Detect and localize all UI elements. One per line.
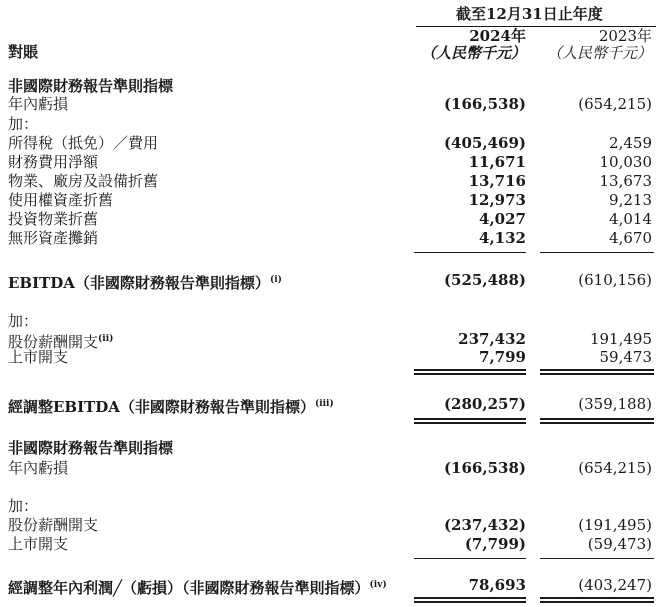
- year-2023-header: 2023年: [598, 27, 652, 45]
- section-title: 非國際財務報告準則指標: [8, 439, 174, 457]
- adjusted-ebitda-label: [8, 396, 334, 415]
- row-label: 財務費用淨額: [8, 153, 99, 171]
- subtotal-rule: [414, 558, 526, 559]
- share-compensation-2023: (191,495): [578, 516, 652, 534]
- double-rule: [540, 373, 654, 375]
- double-rule: [414, 418, 526, 420]
- section-title: 非國際財務報告準則指標: [8, 77, 174, 95]
- listing-expense-label: 上市開支: [8, 535, 69, 553]
- loss-2023: (654,215): [578, 459, 652, 477]
- row-2023: 4,014: [609, 210, 652, 228]
- ebitda-2023: (610,156): [578, 271, 652, 289]
- share-compensation-2024: (237,432): [443, 516, 526, 534]
- share-compensation-2023: 191,495: [589, 330, 652, 348]
- row-label: 無形資產攤銷: [8, 229, 99, 247]
- row-2023: 4,670: [609, 229, 652, 247]
- row-2024: 12,973: [468, 191, 526, 209]
- adjusted-profit-2024: 78,693: [468, 576, 526, 594]
- loss-2024: (166,538): [443, 459, 526, 477]
- double-rule: [414, 369, 526, 371]
- year-2024-header: 2024年: [469, 27, 526, 45]
- listing-expense-2023: 59,473: [599, 348, 652, 366]
- loss-label: 年內虧損: [8, 95, 69, 113]
- row-2023: 13,673: [599, 172, 652, 190]
- row-2024: 13,716: [468, 172, 526, 190]
- adjusted-ebitda-2024: (280,257): [443, 395, 526, 413]
- unit-2023-header: （人民幣千元）: [546, 44, 652, 62]
- row-2024: (405,469): [443, 134, 526, 152]
- double-rule: [540, 597, 654, 599]
- footnote-ref: (iii): [314, 399, 334, 409]
- double-rule: [414, 422, 526, 424]
- listing-expense-2024: 7,799: [479, 348, 526, 366]
- unit-2024-header: （人民幣千元）: [420, 44, 526, 62]
- adjusted-profit-label: [8, 577, 387, 596]
- adjusted-ebitda-text: 經調整EBITDA（非國際財務報告準則指標）: [8, 398, 315, 416]
- adjusted-ebitda-2023: (359,188): [578, 395, 652, 413]
- listing-expense-label: 上市開支: [8, 348, 69, 366]
- share-compensation-label: 股份薪酬開支: [8, 516, 99, 534]
- listing-expense-2023: (59,473): [587, 535, 652, 553]
- double-rule: [540, 369, 654, 371]
- ebitda-2024: (525,488): [443, 271, 526, 289]
- double-rule: [414, 601, 526, 603]
- row-2024: 11,671: [468, 153, 526, 171]
- row-2023: 10,030: [599, 153, 652, 171]
- loss-2023: (654,215): [578, 95, 652, 113]
- row-label: 投資物業折舊: [8, 210, 99, 228]
- footnote-ref: (iv): [369, 580, 387, 590]
- listing-expense-2024: (7,799): [464, 535, 526, 553]
- subtotal-rule: [414, 252, 526, 253]
- add-label: 加：: [8, 312, 39, 330]
- row-2024: 4,027: [479, 210, 526, 228]
- row-label: 所得稅（抵免）／費用: [8, 134, 159, 152]
- ebitda-label-text: EBITDA（非國際財務報告準則指標）: [8, 274, 270, 292]
- row-2024: 4,132: [479, 229, 526, 247]
- row-label: 使用權資產折舊: [8, 191, 114, 209]
- adjusted-profit-text: 經調整年內利潤╱（虧損）（非國際財務報告準則指標）: [8, 579, 370, 597]
- share-compensation-2024: 237,432: [458, 330, 526, 348]
- adjusted-profit-2023: (403,247): [578, 576, 652, 594]
- double-rule: [540, 601, 654, 603]
- share-compensation-text: 股份薪酬開支: [8, 333, 99, 351]
- add-label: 加：: [8, 115, 39, 133]
- footnote-ref: (i): [269, 275, 282, 285]
- double-rule: [540, 422, 654, 424]
- reconciliation-label: 對賬: [8, 43, 39, 61]
- subtotal-rule: [540, 558, 654, 559]
- double-rule: [414, 373, 526, 375]
- double-rule: [414, 597, 526, 599]
- add-label: 加：: [8, 497, 39, 515]
- row-label: 物業、廠房及設備折舊: [8, 172, 159, 190]
- loss-2024: (166,538): [443, 95, 526, 113]
- footnote-ref: (ii): [98, 334, 114, 344]
- ebitda-label: [8, 272, 282, 291]
- row-2023: 9,213: [609, 191, 652, 209]
- period-header: 截至12月31日止年度: [456, 5, 603, 23]
- double-rule: [540, 418, 654, 420]
- row-2023: 2,459: [609, 134, 652, 152]
- loss-label: 年內虧損: [8, 459, 69, 477]
- subtotal-rule: [540, 252, 654, 253]
